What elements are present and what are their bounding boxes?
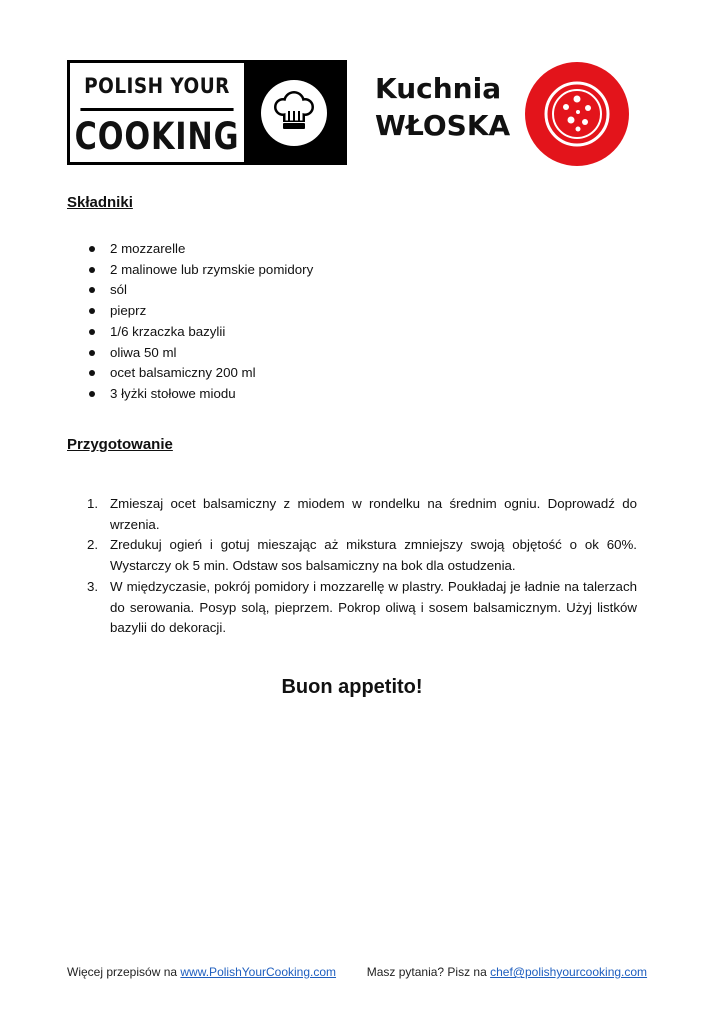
pizza-icon — [524, 61, 630, 167]
logo-wordmark — [70, 63, 244, 162]
step-text: Zmieszaj ocet balsamiczny z miodem w rondelku na średnim ogniu. Doprowadź do wrzenia. — [110, 496, 637, 532]
step-item — [67, 494, 637, 535]
ingredient-item: 2 mozzarelle — [67, 239, 313, 260]
cuisine-line-1: Kuchnia — [375, 72, 502, 105]
ingredient-item: sól — [67, 280, 313, 301]
footer-more-label: Więcej przepisów na — [67, 965, 178, 979]
logo-line-1: POLISH YOUR — [80, 63, 233, 111]
cuisine-line-2: WŁOSKA — [375, 109, 511, 142]
step-text: Zredukuj ogień i gotuj mieszając aż mikstura zmniejszy swoją objętość o ok 60%. Wystarczy ok 5 min. Odstaw sos balsamiczny na bok dla ostudzenia. — [110, 537, 637, 574]
preparation-steps — [67, 494, 637, 639]
brand-logo — [67, 60, 347, 165]
logo-line-2: COOKING — [74, 115, 240, 158]
step-number: 1. — [87, 496, 99, 511]
step-item — [67, 577, 637, 639]
ingredient-item: pieprz — [67, 301, 313, 322]
email-link[interactable]: chef@polishyourcooking.com — [490, 965, 648, 979]
website-link[interactable]: www.PolishYourCooking.com — [180, 965, 337, 979]
step-text: W międzyczasie, pokrój pomidory i mozzarellę w plastry. Poukładaj je ładnie na talerzach do serowania. Posyp solą, pieprzem. Pokrop oliwą i sosem balsamicznym. Użyj listków bazylii do dekoracji. — [110, 578, 637, 636]
ingredients-heading: Składniki — [67, 194, 133, 211]
ingredient-item: 2 malinowe lub rzymskie pomidory — [67, 260, 313, 281]
preparation-heading: Przygotowanie — [67, 436, 173, 453]
ingredients-list — [67, 239, 313, 405]
chef-hat-icon — [244, 63, 344, 162]
step-number: 3. — [87, 578, 99, 594]
closing-greeting: Buon appetito! — [281, 676, 423, 698]
ingredient-item: 1/6 krzaczka bazylii — [67, 322, 313, 343]
ingredient-item: oliwa 50 ml — [67, 343, 313, 364]
footer — [67, 965, 647, 979]
ingredient-item: 3 łyżki stołowe miodu — [67, 384, 313, 405]
step-item — [67, 535, 637, 576]
footer-question-label: Masz pytania? Pisz na — [366, 965, 487, 979]
ingredient-item: ocet balsamiczny 200 ml — [67, 363, 313, 384]
cuisine-title — [375, 70, 510, 144]
step-number: 2. — [87, 537, 99, 553]
